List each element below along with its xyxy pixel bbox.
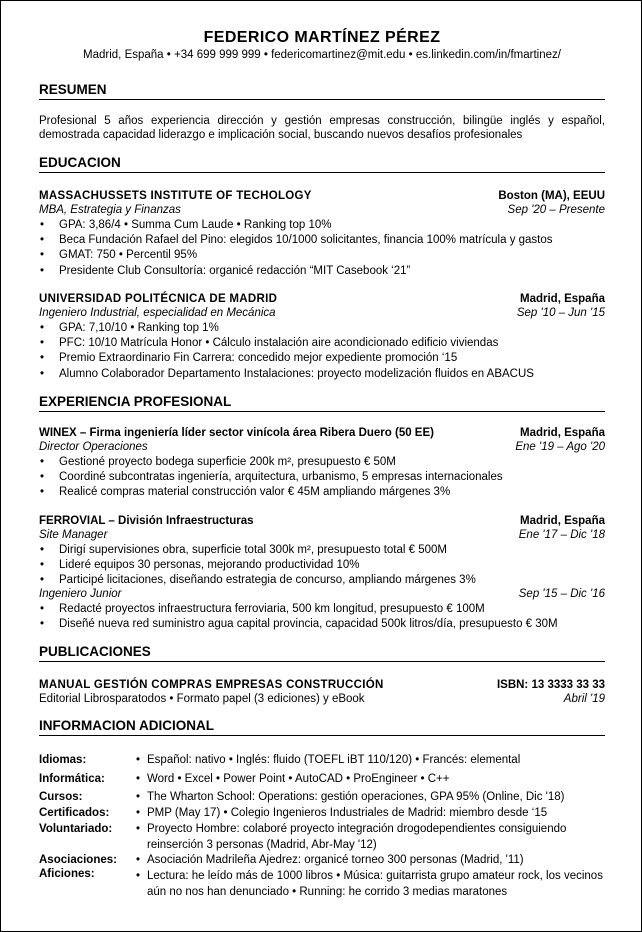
degree: MBA, Estrategia y Finanzas: [39, 204, 181, 216]
list-item: • GMAT: 750 • Percentil 95%: [39, 248, 605, 263]
institution-location: Boston (MA), EEUU: [498, 190, 605, 202]
additional-label: Certificados:: [39, 807, 110, 819]
list-item: • GPA: 3,86/4 • Summa Cum Laude • Ranking top 10%: [39, 218, 605, 233]
institution-name: UNIVERSIDAD POLITÉCNICA DE MADRID: [39, 293, 278, 305]
education-subheader: [39, 203, 605, 217]
experience-subheader: [39, 440, 605, 454]
additional-label: Informática:: [39, 773, 105, 785]
company-name: FERROVIAL – División Infraestructuras: [39, 515, 254, 527]
experience-header: [39, 426, 605, 440]
additional-label: Asociaciones:: [39, 854, 117, 866]
list-item: • Redacté proyectos infraestructura ferroviaria, 500 km longitud, presupuesto € 100M: [39, 602, 605, 617]
education-dates: Sep '20 – Presente: [507, 204, 605, 216]
additional-value: • Español: nativo • Inglés: fluido (TOEFL iBT 110/120) • Francés: elemental: [136, 753, 605, 769]
list-item: • Realicé compras material construcción valor € 45M ampliando márgenes 3%: [39, 485, 605, 500]
education-header: [39, 292, 605, 306]
list-item: • Premio Extraordinario Fin Carrera: concedido mejor expediente promoción ‘15: [39, 351, 605, 366]
summary-text: Profesional 5 años experiencia dirección y gestión empresas construcción, bilingüe inglés y español, demostrada capacidad liderazgo e implicación social, buscando nuevos desafíos profesionales: [39, 115, 605, 141]
experience-bullets: [39, 543, 605, 589]
job-dates: Ene '17 – Dic '18: [518, 529, 605, 541]
experience-bullets: [39, 455, 605, 501]
list-item: • Presidente Club Consultoría: organicé redacción “MIT Casebook ‘21”: [39, 264, 605, 279]
institution-location: Madrid, España: [520, 293, 605, 305]
list-item: • Dirigí supervisiones obra, superficie total 300k m², presupuesto total € 500M: [39, 543, 605, 558]
additional-value: • Lectura: he leído más de 1000 libros • Música: guitarrista grupo amateur rock, los vecinos aún no nos han denunciado • Running: he corrido 3 medias maratones: [136, 869, 605, 900]
list-item: • Alumno Colaborador Departamento Instalaciones: proyecto modelización fluidos en ABACUS: [39, 367, 605, 382]
list-item: • GPA: 7,10/10 • Ranking top 1%: [39, 321, 605, 336]
additional-value: • Word • Excel • Power Point • AutoCAD • ProEngineer • C++: [136, 772, 605, 788]
list-item: • Participé licitaciones, diseñando estrategia de concurso, ampliando márgenes 3%: [39, 573, 605, 588]
section-publicaciones: [39, 643, 605, 662]
section-educacion: [39, 154, 605, 173]
additional-value: • Asociación Madrileña Ajedrez: organicé torneo 300 personas (Madrid, '11): [136, 853, 605, 869]
education-subheader: [39, 306, 605, 320]
job-dates: Sep '15 – Dic '16: [518, 588, 605, 600]
additional-value: • Proyecto Hombre: colaboré proyecto integración drogodependientes consiguiendo reinserción 3 personas (Madrid, Abr-May '12): [136, 822, 605, 853]
publication-header: [39, 678, 605, 692]
list-item: • PFC: 10/10 Matrícula Honor • Cálculo instalación aire acondicionado edificio viviendas: [39, 336, 605, 351]
section-title: PUBLICACIONES: [39, 644, 151, 659]
education-bullets: [39, 218, 605, 279]
additional-value: • PMP (May 17) • Colegio Ingenieros Industriales de Madrid: miembro desde ‘15: [136, 806, 605, 822]
company-name: WINEX – Firma ingeniería líder sector vinícola área Ribera Duero (50 EE): [39, 427, 434, 439]
experience-subheader: [39, 587, 605, 601]
additional-label: Aficiones:: [39, 868, 95, 880]
candidate-name: FEDERICO MARTÍNEZ PÉREZ: [203, 29, 441, 46]
additional-label: Cursos:: [39, 791, 83, 803]
job-role: Site Manager: [39, 529, 108, 541]
degree: Ingeniero Industrial, especialidad en Mecánica: [39, 307, 276, 319]
publication-date: Abril '19: [563, 693, 605, 705]
experience-subheader: [39, 528, 605, 542]
job-role: Ingeniero Junior: [39, 588, 122, 600]
section-title: INFORMACION ADICIONAL: [39, 718, 214, 733]
education-bullets: [39, 321, 605, 382]
institution-name: MASSACHUSSETS INSTITUTE OF TECHOLOGY: [39, 190, 312, 202]
list-item: • Beca Fundación Rafael del Pino: elegidos 10/1000 solicitantes, financia 100% matrícula y gastos: [39, 233, 605, 248]
company-location: Madrid, España: [520, 515, 605, 527]
section-experiencia: [39, 393, 605, 412]
education-dates: Sep '10 – Jun '15: [516, 307, 605, 319]
job-role: Director Operaciones: [39, 441, 148, 453]
list-item: • Gestioné proyecto bodega superficie 200k m², presupuesto € 50M: [39, 455, 605, 470]
experience-bullets: [39, 602, 605, 632]
publication-subheader: [39, 692, 605, 706]
experience-header: [39, 514, 605, 528]
contact-line: Madrid, España • +34 699 999 999 • federicomartinez@mit.edu • es.linkedin.com/in/fmartinez/: [83, 49, 561, 61]
additional-label: Idiomas:: [39, 754, 87, 766]
section-title: RESUMEN: [39, 82, 107, 97]
additional-label: Voluntariado:: [39, 823, 113, 835]
company-location: Madrid, España: [520, 427, 605, 439]
list-item: • Diseñé nueva red suministro agua capital provincia, capacidad 500k litros/día, presupuesto € 30M: [39, 617, 605, 632]
publication-isbn: ISBN: 13 3333 33 33: [496, 679, 605, 691]
list-item: • Coordiné subcontratas ingeniería, arquitectura, urbanismo, 5 empresas internacionales: [39, 470, 605, 485]
section-title: EXPERIENCIA PROFESIONAL: [39, 394, 232, 409]
education-header: [39, 189, 605, 203]
list-item: • Lideré equipos 30 personas, mejorando productividad 10%: [39, 558, 605, 573]
publication-publisher: Editorial Librosparatodos • Formato papel (3 ediciones) y eBook: [39, 693, 365, 705]
section-adicional: [39, 717, 605, 736]
section-resumen: [39, 81, 605, 100]
job-dates: Ene '19 – Ago '20: [515, 441, 605, 453]
additional-value: • The Wharton School: Operations: gestión operaciones, GPA 95% (Online, Dic '18): [136, 790, 605, 806]
section-title: EDUCACION: [39, 155, 121, 170]
publication-title: MANUAL GESTIÓN COMPRAS EMPRESAS CONSTRUCCIÓN: [39, 679, 384, 691]
